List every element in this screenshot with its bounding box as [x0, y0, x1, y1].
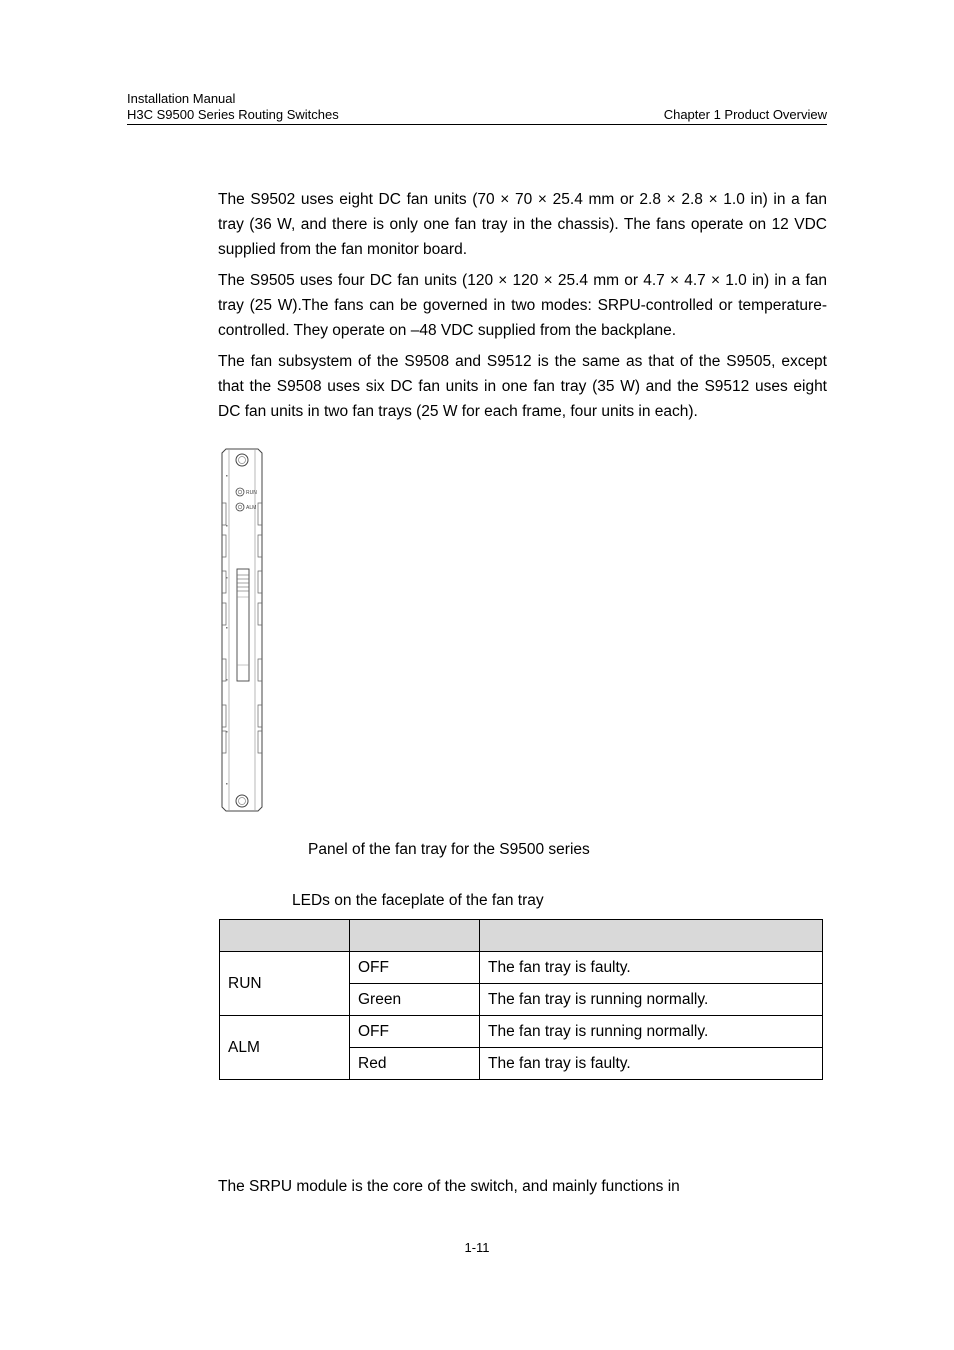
led-state-cell: OFF [350, 1016, 480, 1048]
led-meaning-cell: The fan tray is faulty. [480, 1048, 823, 1080]
fan-tray-panel-figure [220, 447, 266, 813]
table-caption: LEDs on the faceplate of the fan tray [292, 892, 544, 909]
header-chapter: Chapter 1 Product Overview [663, 107, 827, 122]
led-state-cell: Green [350, 984, 480, 1016]
led-state-cell: Red [350, 1048, 480, 1080]
paragraph-srpu: The SRPU module is the core of the switch, and mainly functions in [218, 1178, 680, 1195]
run-led-label: RUN [246, 490, 257, 496]
table-header-cell [220, 920, 350, 952]
led-name-cell: ALM [220, 1016, 350, 1080]
paragraph-s9502: The S9502 uses eight DC fan units (70 × 70 × 25.4 mm or 2.8 × 2.8 × 1.0 in) in a fan tray (36 W, and there is only one fan tray in the chassis). The fans operate on 12 VDC supplied from the fan monitor board. [218, 191, 827, 258]
table-row [220, 952, 823, 984]
figure-caption: Panel of the fan tray for the S9500 series [308, 841, 590, 858]
paragraph-s9505: The S9505 uses four DC fan units (120 × 120 × 25.4 mm or 4.7 × 4.7 × 1.0 in) in a fan tray (25 W).The fans can be governed in two modes: SRPU-controlled or temperature-controlled. They operate on –48 VDC supplied from the backplane. [218, 272, 827, 339]
led-name-cell: RUN [220, 952, 350, 1016]
led-state-cell: OFF [350, 952, 480, 984]
header-manual-title: Installation Manual [127, 91, 236, 106]
paragraph-s9508-s9512: The fan subsystem of the S9508 and S9512 is the same as that of the S9505, except that the S9508 uses six DC fan units in one fan tray (35 W) and the S9512 uses eight DC fan units in two fan trays (25 W for each frame, four units in each). [218, 353, 827, 420]
table-header-cell [480, 920, 823, 952]
alm-led-label: ALM [246, 505, 257, 511]
fan-tray-panel-drawing [220, 447, 266, 813]
led-meaning-cell: The fan tray is running normally. [480, 984, 823, 1016]
led-table [219, 919, 823, 1080]
led-meaning-cell: The fan tray is running normally. [480, 1016, 823, 1048]
table-header-cell [350, 920, 480, 952]
page-number: 1-11 [464, 1240, 490, 1255]
table-header-row [220, 920, 823, 952]
table-row [220, 1016, 823, 1048]
header-left [127, 91, 339, 123]
led-meaning-cell: The fan tray is faulty. [480, 952, 823, 984]
header-divider [127, 124, 827, 125]
header-product-name: H3C S9500 Series Routing Switches [127, 107, 339, 122]
